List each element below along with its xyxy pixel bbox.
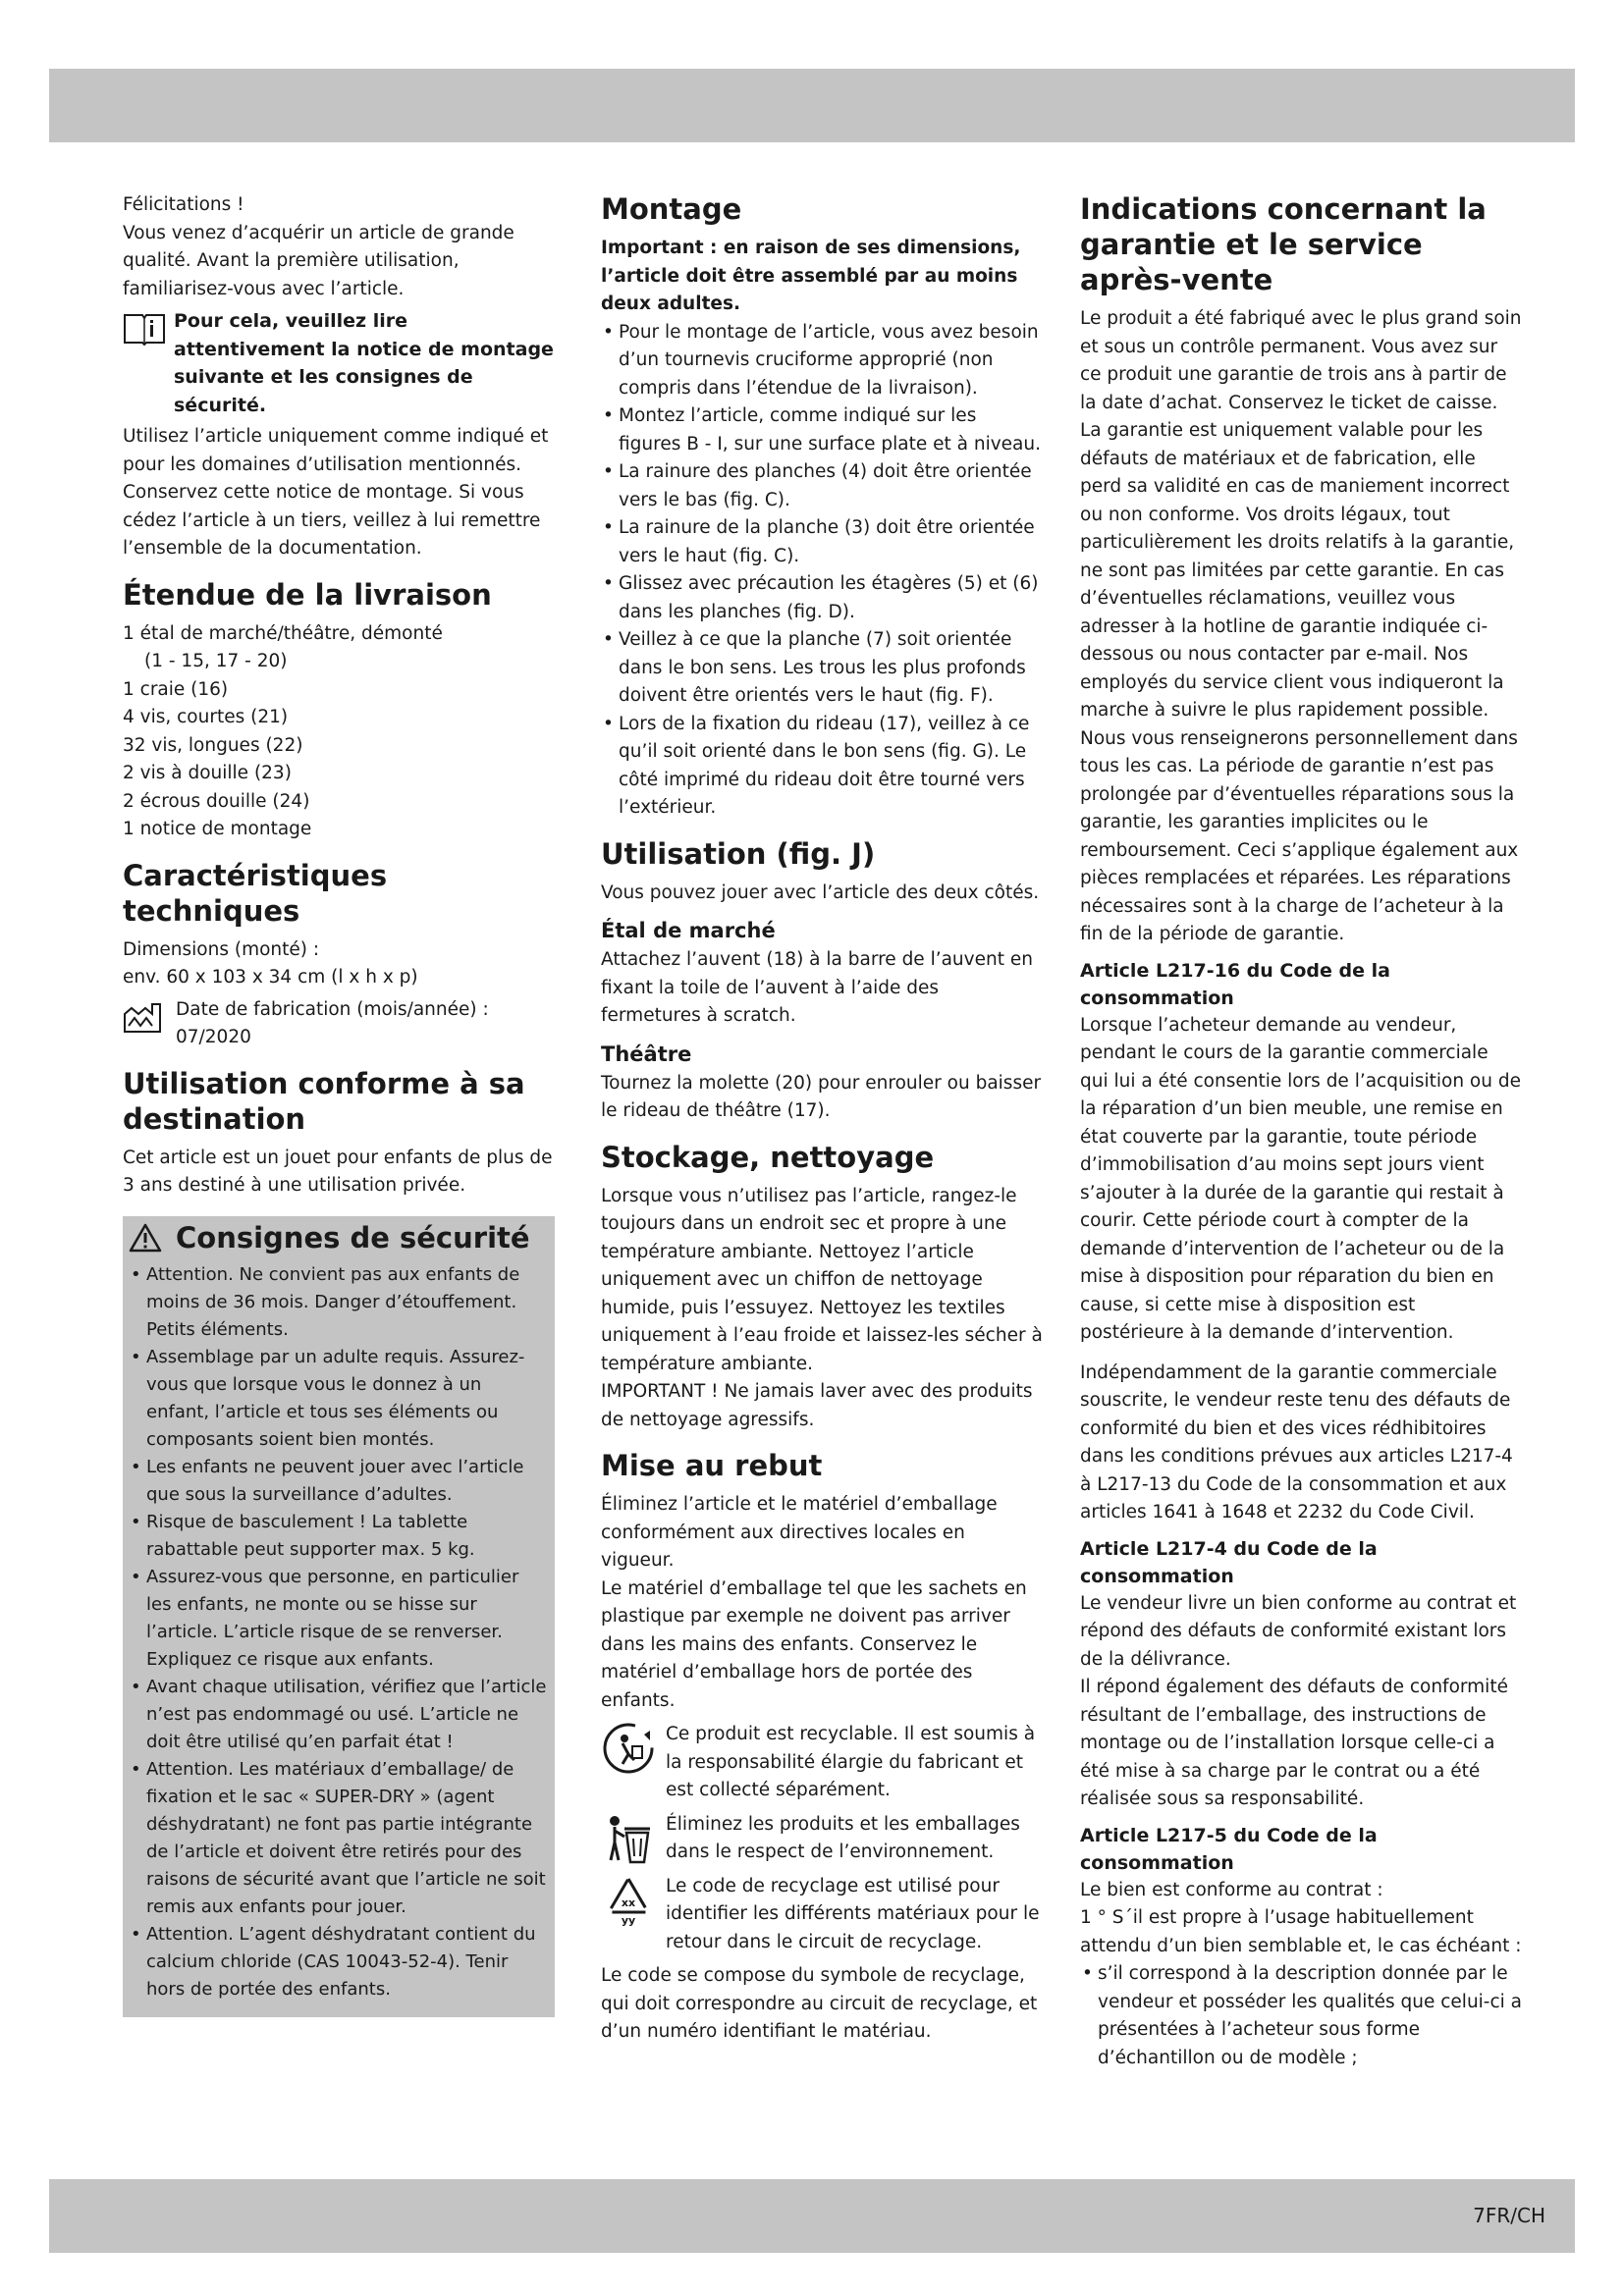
stockage-important: IMPORTANT ! Ne jamais laver avec des produits de nettoyage agressifs. — [601, 1381, 1033, 1430]
tech-title: Caractéristiques techniques — [123, 858, 388, 928]
etal-title: Étal de marché — [601, 919, 776, 942]
recyclable-text: Ce produit est recyclable. Il est soumis à la responsabilité élargie du fabricant et est collecté séparément. — [666, 1724, 1036, 1800]
rebut-title: Mise au rebut — [601, 1449, 823, 1482]
dispose-note — [601, 1811, 1043, 1867]
garantie-text: Nous vous renseignerons personnellement dans tous les cas. La période de garantie n’est pas prolongée par d’éventuelles réparations sous la garantie, les garanties implicites ou le remboursement. Ceci s’applique également aux pièces remplacées et réparées. Les réparations nécessaires sont à la charge de l’acheteur à la fin de la période de garantie. — [1080, 727, 1519, 944]
safety-item: • Les enfants ne peuvent jouer avec l’article que sous la surveillance d’adultes. — [129, 1454, 549, 1509]
safety-item: • Risque de basculement ! La tablette rabattable peut supporter max. 5 kg. — [129, 1509, 549, 1564]
rebut-text: Éliminez l’article et le matériel d’emballage conformément aux directives locales en vigueur. — [601, 1494, 998, 1571]
safety-list — [129, 1261, 549, 2003]
manufacture-date-label: Date de fabrication (mois/année) : — [176, 998, 489, 1020]
manufacture-date-icon — [123, 1000, 162, 1034]
intro-congrats: Félicitations ! — [123, 194, 244, 215]
montage-list — [601, 319, 1043, 823]
waste-bin-icon — [601, 1811, 656, 1866]
montage-item: • Lors de la fixation du rideau (17), veillez à ce qu’il soit orienté dans le bon sens (fig. G). Le côté imprimé du rideau doit être tourné vers l’extérieur. — [601, 711, 1043, 823]
dispose-text: Éliminez les produits et les emballages dans le respect de l’environnement. — [666, 1813, 1020, 1862]
montage-item: • La rainure de la planche (3) doit être orientée vers le haut (fig. C). — [601, 514, 1043, 570]
recycling-code-text: Le code de recyclage est utilisé pour identifier les différents matériaux pour le retour dans le circuit de recyclage. — [666, 1875, 1040, 1952]
delivery-item: 2 écrous douille (24) — [123, 790, 310, 812]
manufacture-date-value: 07/2020 — [176, 1027, 251, 1047]
recycling-code-icon — [601, 1873, 656, 1928]
stockage-title: Stockage, nettoyage — [601, 1140, 935, 1174]
warning-triangle-icon — [129, 1223, 162, 1253]
delivery-title: Étendue de la livraison — [123, 577, 492, 612]
recycle-triman-icon — [601, 1721, 656, 1776]
delivery-item: 1 craie (16) — [123, 678, 229, 700]
montage-title: Montage — [601, 192, 742, 226]
header-band — [49, 69, 1575, 142]
delivery-item: 1 notice de montage — [123, 819, 312, 839]
delivery-item: 2 vis à douille (23) — [123, 763, 292, 783]
delivery-list — [123, 620, 555, 844]
garantie-title: Indications concernant la garantie et le service après-vente — [1080, 192, 1487, 296]
footer-band — [49, 2179, 1575, 2253]
article-l217-4-title: Article L217-4 du Code de la consommation — [1080, 1537, 1378, 1587]
safety-title-text: Consignes de sécurité — [176, 1220, 530, 1255]
independent-warranty-text: Indépendamment de la garantie commerciale souscrite, le vendeur reste tenu des défauts de conformité du bien et des vices rédhibitoires dans les conditions prévues aux articles L217-4 à L217-13 du Code de la consommation et aux articles 1641 à 1648 et 2232 du Code Civil. — [1080, 1362, 1513, 1522]
delivery-item: 32 vis, longues (22) — [123, 734, 303, 756]
montage-item: • La rainure des planches (4) doit être orientée vers le bas (fig. C). — [601, 458, 1043, 514]
theatre-text: Tournez la molette (20) pour enrouler ou baisser le rideau de théâtre (17). — [601, 1072, 1042, 1121]
article-l217-5-text: Le bien est conforme au contrat : — [1080, 1879, 1383, 1900]
recycling-code-text-2: Le code se compose du symbole de recyclage, qui doit correspondre au circuit de recyclage, et d’un numéro identifiant le matériau. — [601, 1965, 1038, 2042]
theatre-title: Théâtre — [601, 1041, 692, 1066]
manual-info-icon — [123, 311, 166, 347]
manufacture-date — [123, 996, 555, 1052]
article-l217-4-text: Le vendeur livre un bien conforme au contrat et répond des défauts de conformité existant lors de la délivrance. — [1080, 1592, 1517, 1670]
read-instructions-note — [123, 307, 555, 419]
utilisation-title: Utilisation (fig. J) — [601, 836, 876, 871]
article-l217-5-list — [1080, 1960, 1522, 2072]
safety-box — [123, 1216, 555, 2017]
safety-item: • Avant chaque utilisation, vérifiez que l’article n’est pas endommagé ou usé. L’article ne doit être utilisé qu’en parfait état ! — [129, 1674, 549, 1756]
safety-item: • Assurez-vous que personne, en particulier les enfants, ne monte ou se hisse sur l’article. L’article risque de se renverser. Expliquez ce risque aux enfants. — [129, 1564, 549, 1674]
tech-dims-label: Dimensions (monté) : — [123, 938, 320, 960]
article-l217-5-title: Article L217-5 du Code de la consommation — [1080, 1824, 1378, 1874]
article-l217-5-text: 1 ° S´il est propre à l’usage habituellement attendu d’un bien semblable et, le cas échéant : — [1080, 1907, 1522, 1956]
page-number: 7FR/CH — [1473, 2204, 1545, 2227]
utilisation-text: Vous pouvez jouer avec l’article des deux côtés. — [601, 881, 1040, 903]
delivery-item: (1 - 15, 17 - 20) — [144, 651, 288, 671]
intro-text: Vous venez d’acquérir un article de grande qualité. Avant la première utilisation, familiarisez-vous avec l’article. — [123, 222, 514, 299]
tech-dims-value: env. 60 x 103 x 34 cm (l x h x p) — [123, 967, 418, 988]
garantie-text: Le produit a été fabriqué avec le plus grand soin et sous un contrôle permanent. Vous avez sur ce produit une garantie de trois ans à partir de la date d’achat. Conservez le ticket de caisse. La garantie est uniquement valable pour les défauts de matériaux et de fabrication, elle perd sa validité en cas de maniement incorrect ou non conforme. Vos droits légaux, tout particulièrement les droits relatifs à la garantie, ne sont pas limitées par cette garantie. En cas d’éventuelles réclamations, veuillez vous adresser à la hotline de garantie indiquée ci-dessous ou nous contacter par e-mail. Nos employés du service client vous indiqueront la marche à suivre le plus rapidement possible. — [1080, 308, 1522, 721]
etal-text: Attachez l’auvent (18) à la barre de l’auvent en fixant la toile de l’auvent à l’aide des fermetures à scratch. — [601, 949, 1033, 1026]
column-2 — [601, 191, 1043, 2047]
column-3 — [1080, 191, 1522, 2072]
recycling-code-letters: yy — [621, 1913, 636, 1927]
montage-item: • Pour le montage de l’article, vous avez besoin d’un tournevis cruciforme approprié (non compris dans l’étendue de la livraison). — [601, 319, 1043, 403]
safety-item: • Attention. Ne convient pas aux enfants de moins de 36 mois. Danger d’étouffement. Petits éléments. — [129, 1261, 549, 1344]
read-instructions-text: Pour cela, veuillez lire attentivement la notice de montage suivante et les consignes de sécurité. — [174, 310, 554, 416]
montage-item: • Veillez à ce que la planche (7) soit orientée dans le bon sens. Les trous les plus profonds doivent être orientés vers le haut (fig. F). — [601, 626, 1043, 711]
montage-item: • Montez l’article, comme indiqué sur les figures B - I, sur une surface plate et à niveau. — [601, 402, 1043, 458]
montage-important: Important : en raison de ses dimensions, l’article doit être assemblé par au moins deux adultes. — [601, 238, 1021, 314]
safety-title — [129, 1220, 549, 1255]
article-l217-4-text: Il répond également des défauts de conformité résultant de l’emballage, des instructions de montage ou de l’installation lorsque celle-ci a été mise à sa charge par le contrat ou a été réalisée sous sa responsabilité. — [1080, 1677, 1508, 1809]
recycling-code-number: xx — [621, 1896, 636, 1909]
recycling-code-note — [601, 1873, 1043, 1957]
article-l217-16-title: Article L217-16 du Code de la consommation — [1080, 959, 1390, 1009]
article-l217-5-item: • s’il correspond à la description donnée par le vendeur et posséder les qualités que celui-ci a présentées à l’acheteur sous forme d’échantillon ou de modèle ; — [1080, 1960, 1522, 2072]
intended-use-title: Utilisation conforme à sa destination — [123, 1066, 525, 1136]
delivery-item: 1 étal de marché/théâtre, démonté — [123, 622, 443, 644]
stockage-text: Lorsque vous n’utilisez pas l’article, rangez-le toujours dans un endroit sec et propre à une température ambiante. Nettoyez l’article uniquement avec un chiffon de nettoyage humide, puis l’essuyez. Nettoyez les textiles uniquement à l’eau froide et laissez-les sécher à température ambiante. — [601, 1185, 1043, 1374]
article-l217-16-text: Lorsque l’acheteur demande au vendeur, pendant le cours de la garantie commerciale qui lui a été consentie lors de l’acquisition ou de la réparation d’un bien meuble, une remise en état couverte par la garantie, toute période d’immobilisation d’au moins sept jours vient s’ajouter à la durée de la garantie qui restait à courir. Cette période court à compter de la demande d’intervention de l’acheteur ou de la mise à disposition pour réparation du bien en cause, si cette mise à disposition est postérieure à la demande d’intervention. — [1080, 1014, 1521, 1343]
delivery-item: 4 vis, courtes (21) — [123, 707, 289, 727]
safety-item: • Attention. L’agent déshydratant contient du calcium chloride (CAS 10043-52-4). Tenir hors de portée des enfants. — [129, 1921, 549, 2003]
safety-item: • Attention. Les matériaux d’emballage/ de fixation et le sac « SUPER-DRY » (agent déshydratant) ne font pas partie intégrante de l’article et doivent être retirés pour des raisons de sécurité avant que l’article ne soit remis aux enfants pour jouer. — [129, 1756, 549, 1921]
usage-text: Utilisez l’article uniquement comme indiqué et pour les domaines d’utilisation mentionnés. Conservez cette notice de montage. Si vous cédez l’article à un tiers, veillez à lui remettre l’ensemble de la documentation. — [123, 426, 549, 559]
safety-item: • Assemblage par un adulte requis. Assurez-vous que lorsque vous le donnez à un enfant, l’article et tous ses éléments ou composants soient bien montés. — [129, 1344, 549, 1454]
intended-use-text: Cet article est un jouet pour enfants de plus de 3 ans destiné à une utilisation privée. — [123, 1147, 553, 1196]
rebut-text: Le matériel d’emballage tel que les sachets en plastique par exemple ne doivent pas arriver dans les mains des enfants. Conservez le matériel d’emballage hors de portée des enfants. — [601, 1577, 1027, 1711]
column-1 — [123, 191, 555, 2017]
montage-item: • Glissez avec précaution les étagères (5) et (6) dans les planches (fig. D). — [601, 570, 1043, 626]
recyclable-note — [601, 1721, 1043, 1805]
